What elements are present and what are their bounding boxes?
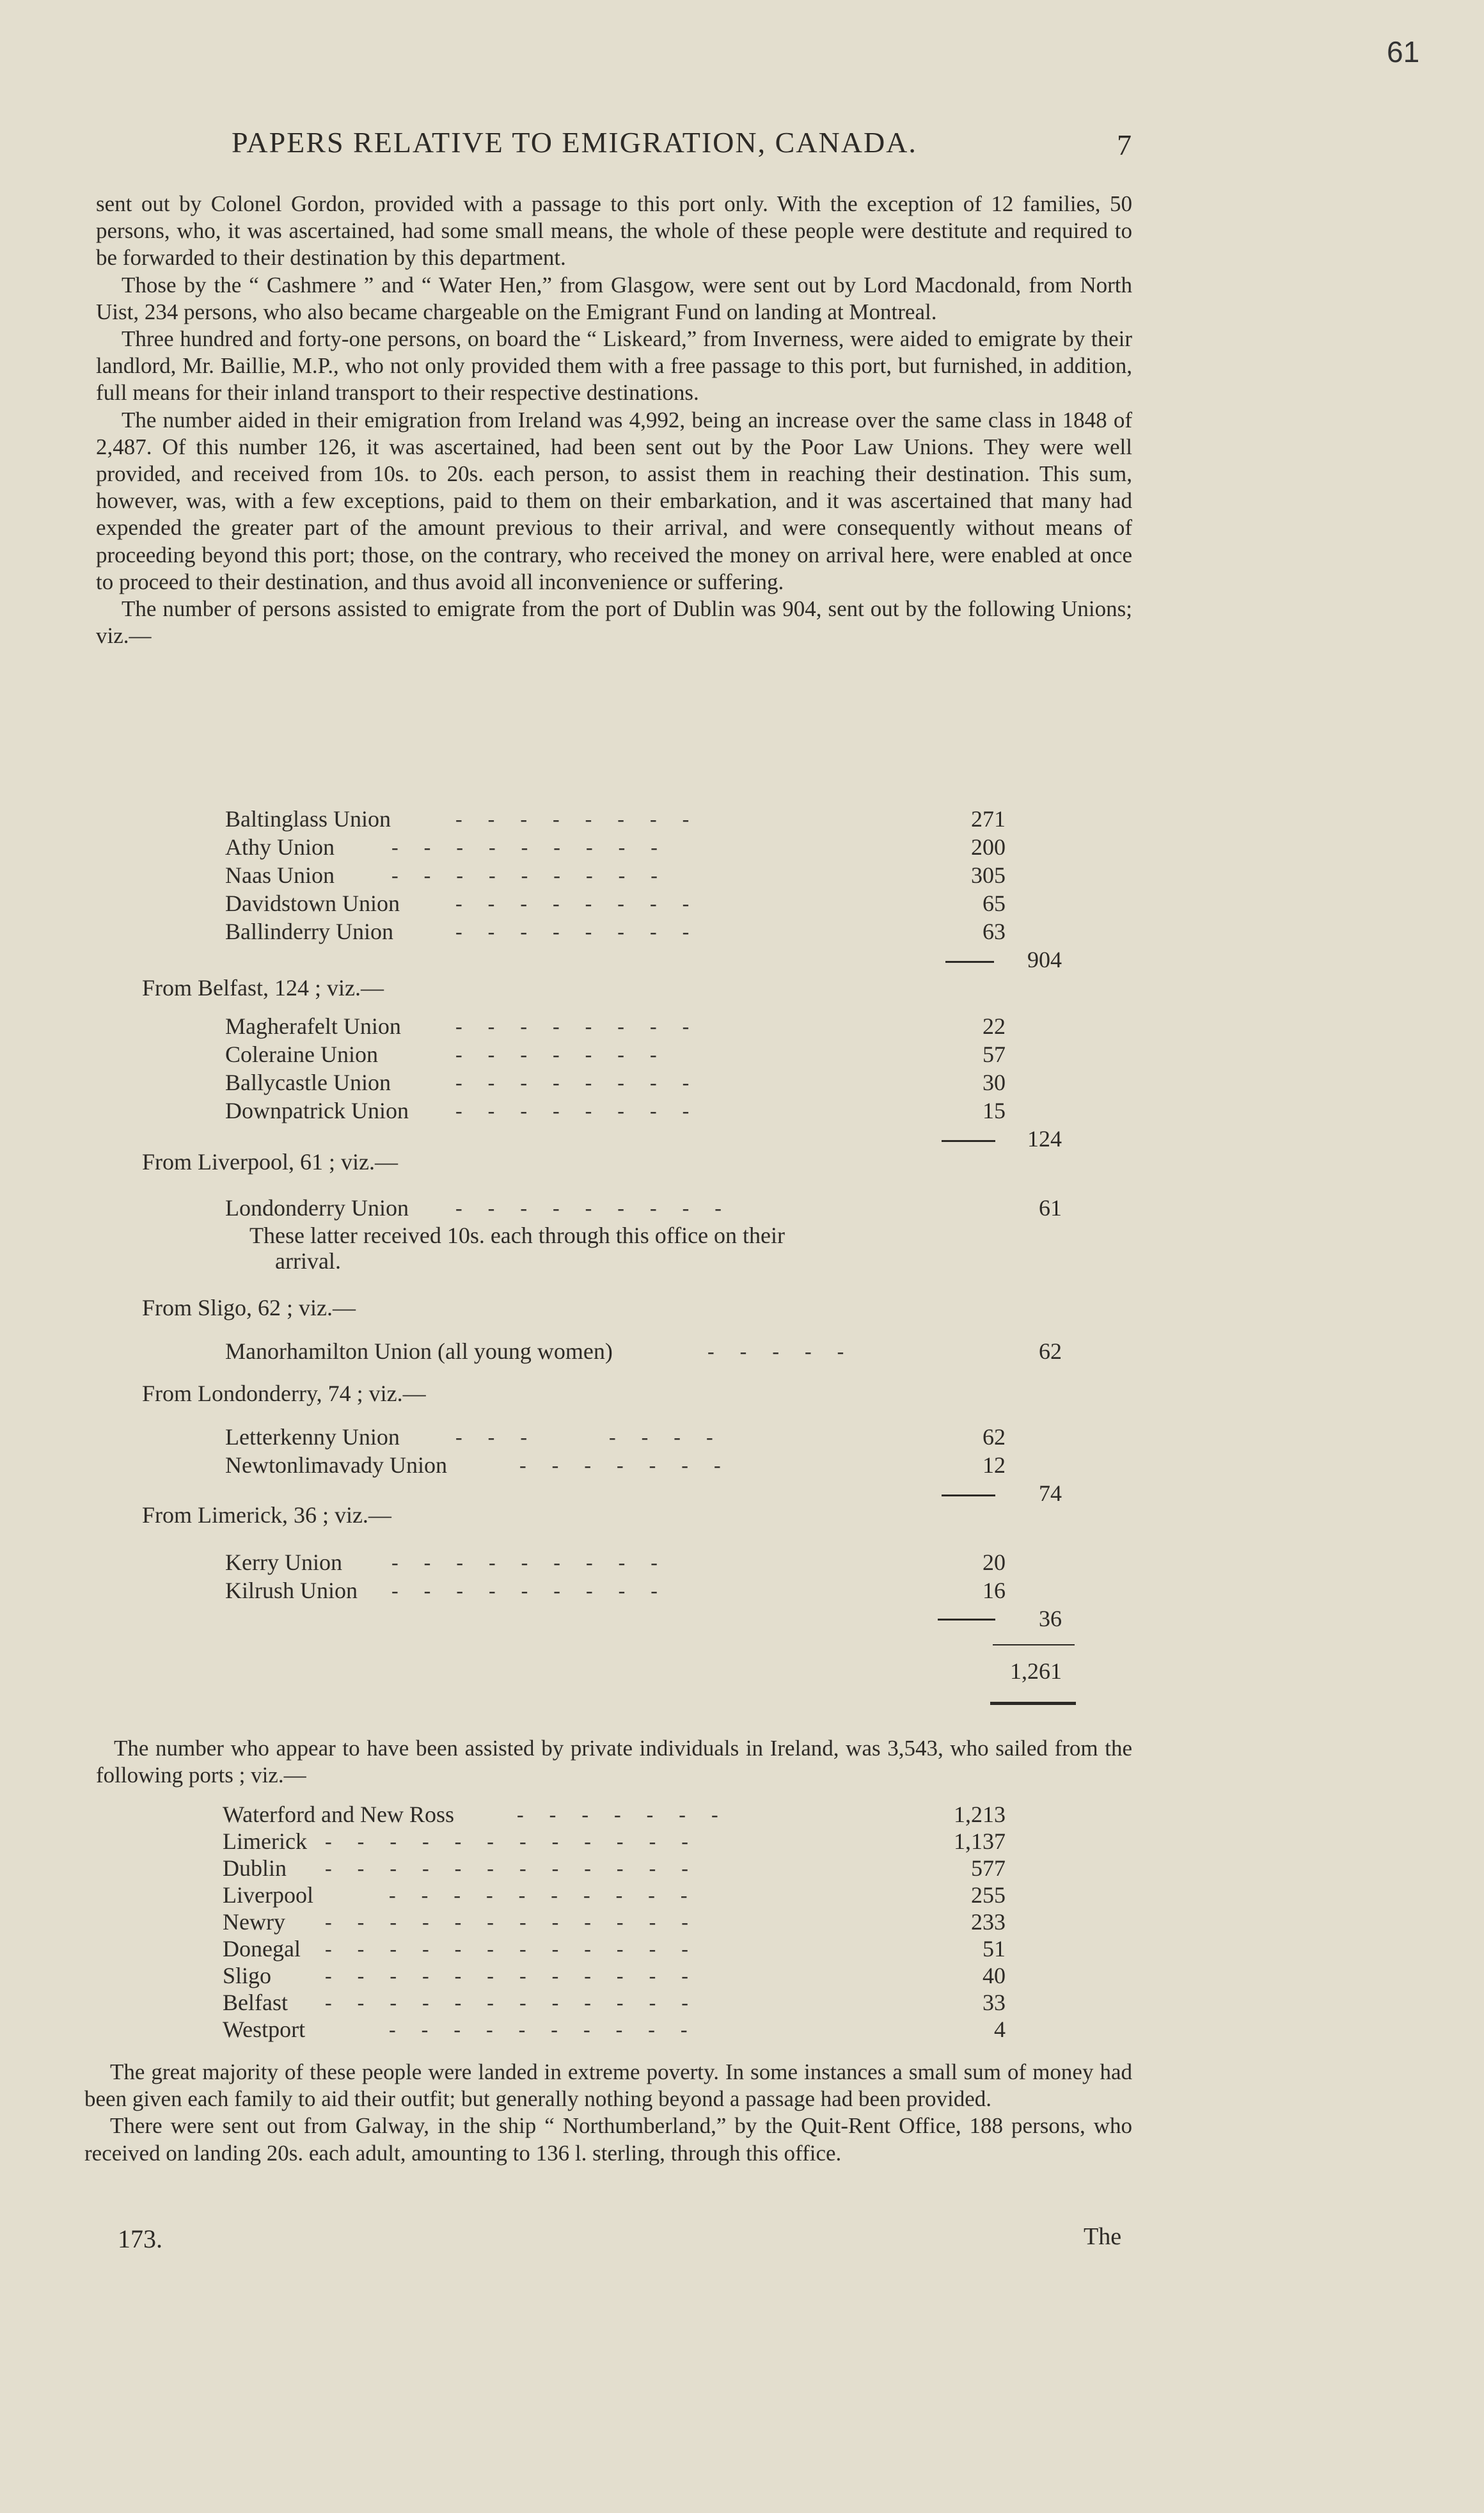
subtotal-value: 904 — [1027, 947, 1062, 972]
port-count: 577 — [971, 1855, 1006, 1881]
union-count: 62 — [1039, 1338, 1062, 1364]
port-count: 4 — [994, 2017, 1006, 2042]
leader-dashes: - - - - - - - - - - - - — [325, 1964, 688, 1987]
leader-dashes: - - - - - - - — [455, 1425, 713, 1448]
grand-total-value: 1,261 — [1010, 1658, 1062, 1684]
grand-total-row — [959, 1657, 1087, 1685]
union-name: Ballinderry Union — [225, 919, 393, 944]
table-row — [225, 889, 1121, 917]
subtotal-value: 124 — [1027, 1126, 1062, 1152]
union-name: Magherafelt Union — [225, 1013, 401, 1039]
leader-dashes: - - - - - - - - - - - - — [325, 1830, 688, 1853]
paragraph: Those by the “ Cashmere ” and “ Water Hen,” from Glasgow, were sent out by Lord Macdonald, from North Uist, 234 persons, who also became chargeable on the Emigrant Fund on landing at Montreal. — [96, 272, 1132, 324]
union-count: 16 — [983, 1578, 1006, 1603]
leader-dashes: - - - - - - - - - — [391, 836, 658, 859]
leader-dashes: - - - - - - - - — [455, 1071, 690, 1094]
union-name: Kilrush Union — [225, 1578, 358, 1603]
liverpool-note: arrival. — [275, 1248, 341, 1274]
port-name: Limerick — [223, 1828, 307, 1854]
port-count: 255 — [971, 1882, 1006, 1908]
table-row — [223, 1827, 1118, 1855]
paragraph: There were sent out from Galway, in the ship “ Northumberland,” by the Quit-Rent Office, 188 persons, who received on landing 20s. each adult, amounting to 136 l. sterling, through this office. — [84, 2113, 1132, 2166]
union-name: Athy Union — [225, 834, 335, 860]
leader-dashes: - - - - - - - — [455, 1043, 657, 1066]
table-row — [223, 1988, 1118, 2017]
leader-dashes: - - - - - - - — [517, 1803, 718, 1826]
table-row — [225, 1423, 1121, 1451]
leader-dashes: - - - - - - - - — [455, 920, 690, 943]
leader-dashes: - - - - - - - - — [455, 1099, 690, 1122]
body-text-top — [96, 191, 1132, 649]
liverpool-note: These latter received 10s. each through this office on their — [249, 1223, 785, 1248]
leader-dashes: - - - - - - - - - - - - — [325, 1991, 688, 2014]
port-name: Sligo — [223, 1963, 272, 1988]
grand-total-rule-bottom — [990, 1702, 1076, 1705]
union-name: Coleraine Union — [225, 1042, 378, 1067]
body-text-bottom — [84, 2059, 1132, 2167]
table-row — [223, 1854, 1118, 1882]
table-row — [225, 1451, 1121, 1479]
port-name: Newry — [223, 1909, 285, 1935]
union-count: 12 — [983, 1452, 1006, 1478]
port-count: 51 — [983, 1936, 1006, 1962]
folio-number: 61 — [1387, 35, 1420, 68]
port-name: Belfast — [223, 1990, 288, 2015]
union-name: Newtonlimavady Union — [225, 1452, 447, 1478]
page-number: 7 — [1117, 129, 1132, 161]
table-row — [223, 1962, 1118, 1990]
union-count: 200 — [971, 834, 1006, 860]
table-row — [223, 1935, 1118, 1963]
union-count: 22 — [983, 1013, 1006, 1039]
table-row — [225, 1068, 1121, 1097]
port-name: Westport — [223, 2017, 306, 2042]
table-row — [225, 1337, 1121, 1365]
table-row — [225, 1040, 1121, 1068]
union-count: 15 — [983, 1098, 1006, 1123]
leader-dashes: - - - - - - - - — [455, 807, 690, 830]
port-name: Dublin — [223, 1855, 287, 1881]
section-heading: From Belfast, 124 ; viz.— — [142, 975, 384, 1001]
leader-dashes: - - - - - - - - - — [455, 1196, 722, 1219]
section-heading: From Limerick, 36 ; viz.— — [142, 1502, 391, 1528]
union-name: Letterkenny Union — [225, 1424, 400, 1450]
union-name: Ballycastle Union — [225, 1070, 391, 1095]
port-count: 233 — [971, 1909, 1006, 1935]
leader-dashes: - - - - - - - — [519, 1454, 721, 1477]
section-heading: From Londonderry, 74 ; viz.— — [142, 1381, 426, 1406]
table-row — [225, 1097, 1121, 1125]
leader-dashes: - - - - - - - - - - — [389, 1883, 688, 1907]
paragraph: The number of persons assisted to emigrate from the port of Dublin was 904, sent out by the following Unions; viz.— — [96, 596, 1132, 649]
port-count: 1,213 — [954, 1802, 1006, 1827]
body-text-private — [96, 1735, 1132, 1789]
grand-total-rule-top — [993, 1644, 1075, 1645]
table-row — [225, 917, 1121, 946]
union-count: 65 — [983, 891, 1006, 916]
subtotal-row — [959, 1479, 1087, 1507]
subtotal-value: 36 — [1039, 1606, 1062, 1631]
running-header: PAPERS RELATIVE TO EMIGRATION, CANADA. — [232, 126, 917, 159]
leader-dashes: - - - - - - - - - — [391, 1579, 658, 1602]
union-name: Davidstown Union — [225, 891, 400, 916]
union-count: 57 — [983, 1042, 1006, 1067]
section-heading: From Sligo, 62 ; viz.— — [142, 1295, 356, 1320]
union-count: 61 — [1039, 1195, 1062, 1221]
union-name: Kerry Union — [225, 1550, 342, 1575]
union-name: Downpatrick Union — [225, 1098, 409, 1123]
union-name: Naas Union — [225, 862, 335, 888]
union-name: Manorhamilton Union (all young women) — [225, 1338, 613, 1364]
catchword: The — [1084, 2223, 1122, 2250]
leader-dashes: - - - - - - - - - - - - — [325, 1937, 688, 1960]
union-name: Londonderry Union — [225, 1195, 409, 1221]
leader-dashes: - - - - - - - - — [455, 1015, 690, 1038]
port-count: 33 — [983, 1990, 1006, 2015]
port-name: Liverpool — [223, 1882, 313, 1908]
table-row — [225, 861, 1121, 889]
union-count: 63 — [983, 919, 1006, 944]
subtotal-row — [959, 1125, 1087, 1153]
signature-mark: 173. — [118, 2224, 162, 2253]
leader-dashes: - - - - - - - - - - — [389, 2018, 688, 2041]
union-name: Baltinglass Union — [225, 806, 391, 832]
table-row — [225, 1548, 1121, 1576]
table-row — [225, 1576, 1121, 1605]
port-name: Donegal — [223, 1936, 301, 1962]
subtotal-row — [959, 1605, 1087, 1633]
union-count: 30 — [983, 1070, 1006, 1095]
table-row — [225, 1194, 1121, 1222]
subtotal-row — [959, 946, 1087, 974]
table-row — [223, 2015, 1118, 2043]
section-heading: From Liverpool, 61 ; viz.— — [142, 1149, 398, 1175]
leader-dashes: - - - - - - - - - - - - — [325, 1910, 688, 1933]
union-count: 20 — [983, 1550, 1006, 1575]
leader-dashes: - - - - - - - - - - - - — [325, 1857, 688, 1880]
port-name: Waterford and New Ross — [223, 1802, 455, 1827]
table-row — [225, 1012, 1121, 1040]
table-row — [223, 1800, 1118, 1828]
paragraph: The number who appear to have been assisted by private individuals in Ireland, was 3,543, who sailed from the following ports ; viz.— — [96, 1736, 1132, 1788]
union-count: 305 — [971, 862, 1006, 888]
paragraph: sent out by Colonel Gordon, provided with a passage to this port only. With the exception of 12 families, 50 persons, who, it was ascertained, had some small means, the whole of these people were destitute and required to be forwarded to their destination by this department. — [96, 191, 1132, 271]
leader-dashes: - - - - - - - - — [455, 892, 690, 915]
port-count: 40 — [983, 1963, 1006, 1988]
union-count: 62 — [983, 1424, 1006, 1450]
paragraph: Three hundred and forty-one persons, on board the “ Liskeard,” from Inverness, were aided to emigrate by their landlord, Mr. Baillie, M.P., who not only provided them with a free passage to this port, but furnished, in addition, full means for their inland transport to their respective destinations. — [96, 326, 1132, 406]
leader-dashes: - - - - - - - - - — [391, 1551, 658, 1574]
paragraph: The number aided in their emigration from Ireland was 4,992, being an increase over the same class in 1848 of 2,487. Of this number 126, it was ascertained, had been sent out by the Poor Law Unions. They were well provided, and received from 10s. to 20s. each person, to assist them in reaching their destination. This sum, however, was, with a few exceptions, paid to them on their embarkation, and it was ascertained that many had expended the greater part of the amount previous to their arrival, and were consequently without means of proceeding beyond this port; those, on the contrary, who received the money on arrival here, were enabled at once to proceed to their destination, and thus avoid all inconvenience or suffering. — [96, 407, 1132, 594]
leader-dashes: - - - - - - - - - — [391, 864, 658, 887]
table-row — [225, 805, 1121, 833]
table-row — [223, 1881, 1118, 1909]
union-count: 271 — [971, 806, 1006, 832]
port-count: 1,137 — [954, 1828, 1006, 1854]
table-row — [223, 1908, 1118, 1936]
subtotal-value: 74 — [1039, 1480, 1062, 1506]
leader-dashes: - - - - - — [707, 1340, 844, 1363]
table-row — [225, 833, 1121, 861]
paragraph: The great majority of these people were landed in extreme poverty. In some instances a small sum of money had been given each family to aid their outfit; but generally nothing beyond a passage had been provided. — [84, 2059, 1132, 2112]
